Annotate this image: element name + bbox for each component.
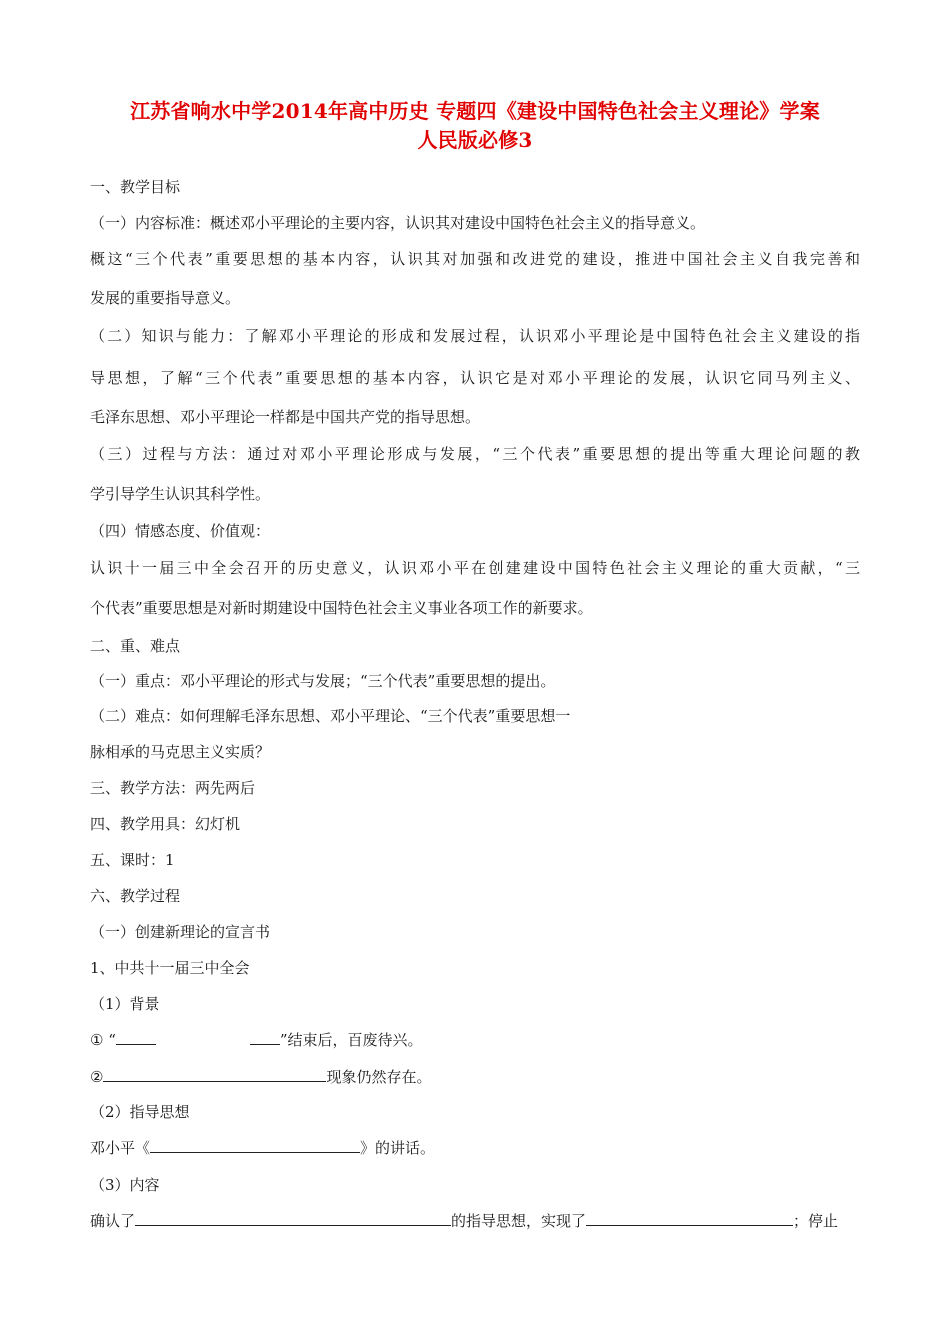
section-heading-process: 六、教学过程 xyxy=(90,887,181,905)
paragraph-line: （四）情感态度、价值观： xyxy=(90,522,271,540)
fill-in-line xyxy=(90,1211,860,1231)
paragraph-line: 毛泽东思想、邓小平理论一样都是中国共产党的指导思想。 xyxy=(90,408,481,426)
paragraph-line: （二）知识与能力：了解邓小平理论的形成和发展过程，认识邓小平理论是中国特色社会主义建设的指 xyxy=(90,327,860,345)
section-heading-keypoints: 二、重、难点 xyxy=(90,637,181,655)
answer-blank[interactable] xyxy=(586,1211,793,1226)
fill-in-line xyxy=(90,1067,860,1087)
paragraph-line: （二）难点：如何理解毛泽东思想、邓小平理论、“三个代表”重要思想一 xyxy=(90,707,571,725)
fill-in-line xyxy=(90,1138,860,1158)
paragraph-line: （一）创建新理论的宣言书 xyxy=(90,923,271,941)
line-prefix: ② xyxy=(90,1068,104,1086)
line-prefix: 确认了 xyxy=(90,1212,136,1230)
answer-blank[interactable] xyxy=(150,1138,360,1153)
answer-blank[interactable] xyxy=(250,1030,280,1045)
answer-blank[interactable] xyxy=(135,1211,451,1226)
paragraph-line: 导思想，了解“三个代表”重要思想的基本内容，认识它是对邓小平理论的发展，认识它同马列主义、 xyxy=(90,369,860,387)
paragraph-line: （三）过程与方法：通过对邓小平理论形成与发展，“三个代表”重要思想的提出等重大理论问题的教 xyxy=(90,445,860,463)
line-suffix: 》的讲话。 xyxy=(360,1139,436,1157)
paragraph-line: 学引导学生认识其科学性。 xyxy=(90,485,271,503)
section-heading-method: 三、教学方法：两先两后 xyxy=(90,779,256,797)
paragraph-line: 脉相承的马克思主义实质？ xyxy=(90,743,271,761)
paragraph-line: 概这“三个代表”重要思想的基本内容，认识其对加强和改进党的建设，推进中国社会主义自我完善和 xyxy=(90,250,860,268)
line-middle: 的指导思想，实现了 xyxy=(451,1212,587,1230)
paragraph-line: 认识十一届三中全会召开的历史意义，认识邓小平在创建建设中国特色社会主义理论的重大贡献，“三 xyxy=(90,559,860,577)
paragraph-line: （2）指导思想 xyxy=(90,1103,190,1121)
document-title-line1: 江苏省响水中学2014年高中历史 专题四《建设中国特色社会主义理论》学案 xyxy=(130,99,820,123)
section-heading-tools: 四、教学用具：幻灯机 xyxy=(90,815,241,833)
line-suffix: 现象仍然存在。 xyxy=(326,1068,432,1086)
paragraph-line: （一）重点：邓小平理论的形式与发展；“三个代表”重要思想的提出。 xyxy=(90,672,556,690)
document-title-line2: 人民版必修3 xyxy=(417,128,533,152)
paragraph-line: （一）内容标准：概述邓小平理论的主要内容，认识其对建设中国特色社会主义的指导意义。 xyxy=(90,214,706,232)
line-suffix: ；停止 xyxy=(793,1212,839,1230)
paragraph-line: 发展的重要指导意义。 xyxy=(90,289,241,307)
line-prefix: 邓小平《 xyxy=(90,1139,151,1157)
paragraph-line: 个代表”重要思想是对新时期建设中国特色社会主义事业各项工作的新要求。 xyxy=(90,599,593,617)
paragraph-line: 1、中共十一届三中全会 xyxy=(90,959,250,977)
section-heading-goals: 一、教学目标 xyxy=(90,178,181,196)
line-prefix: ① “ xyxy=(90,1031,116,1049)
line-suffix: ”结束后，百废待兴。 xyxy=(279,1031,423,1049)
answer-blank[interactable] xyxy=(116,1030,156,1045)
paragraph-line: （3）内容 xyxy=(90,1176,160,1194)
section-heading-hours: 五、课时：1 xyxy=(90,851,175,869)
paragraph-line: （1）背景 xyxy=(90,995,160,1013)
answer-blank[interactable] xyxy=(103,1067,326,1082)
fill-in-line xyxy=(90,1030,860,1050)
